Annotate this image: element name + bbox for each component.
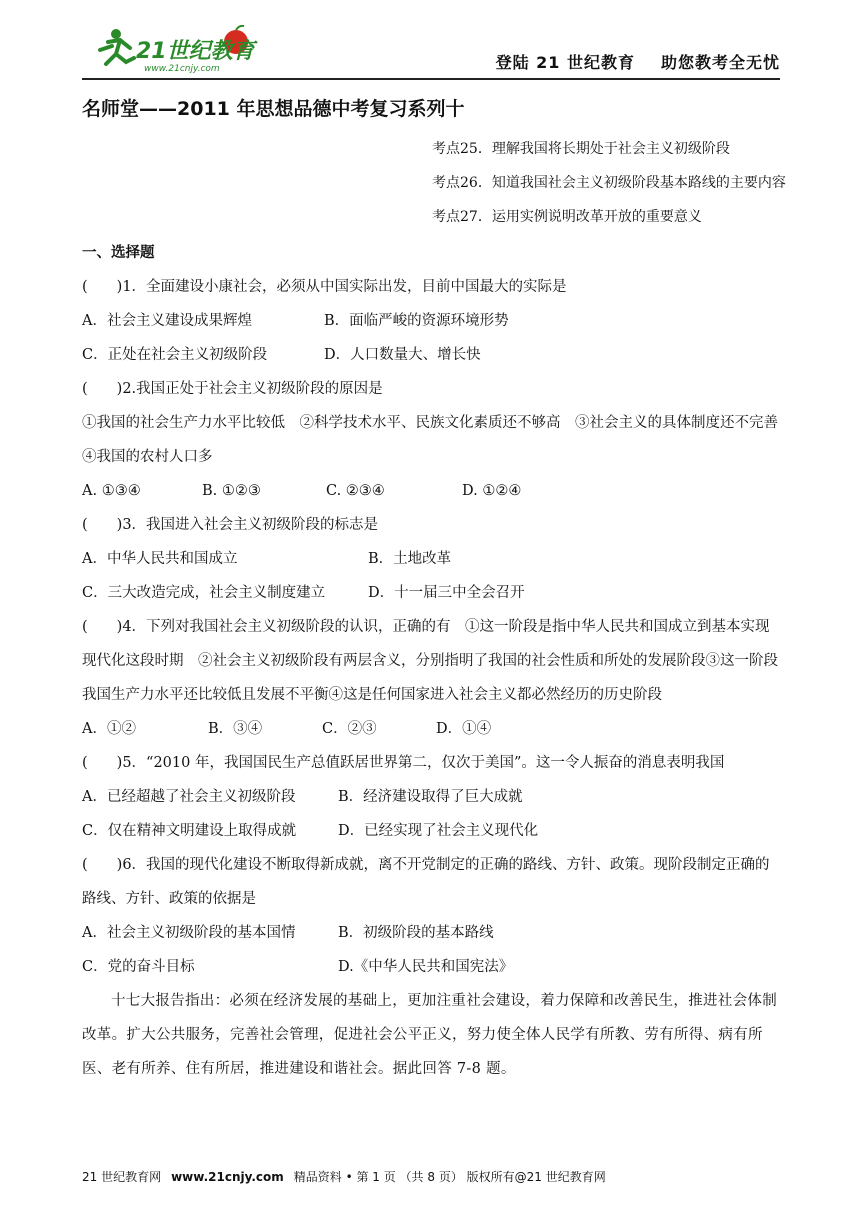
question-1-options-row1 <box>82 304 780 338</box>
logo-text: 21世纪教育 <box>136 39 255 64</box>
question-6-options-row2 <box>82 950 780 984</box>
option-b: B．面临严峻的资源环境形势 <box>324 313 509 329</box>
page-title: 名师堂——2011 年思想品德中考复习系列十 <box>82 98 465 120</box>
option-d: D．已经实现了社会主义现代化 <box>338 823 539 839</box>
option-a: A．①② <box>82 721 136 737</box>
option-b: B．③④ <box>208 721 263 737</box>
question-5-options-row1 <box>82 780 780 814</box>
option-a: A．社会主义初级阶段的基本国情 <box>82 925 296 941</box>
option-d: D．①④ <box>436 721 492 737</box>
option-d: D. ①②④ <box>462 483 522 499</box>
option-d: D.《中华人民共和国宪法》 <box>338 959 514 975</box>
site-logo <box>86 24 276 76</box>
header-slogan <box>496 50 780 73</box>
question-4-options <box>82 712 780 746</box>
question-5-options-row2 <box>82 814 780 848</box>
exam-point: 考点27．运用实例说明改革开放的重要意义 <box>432 209 702 225</box>
section-heading: 一、选择题 <box>82 245 155 261</box>
question-1-stem: ( )1．全面建设小康社会，必须从中国实际出发，目前中国最大的实际是 <box>82 279 567 295</box>
option-b: B．经济建设取得了巨大成就 <box>338 789 523 805</box>
option-c: C．仅在精神文明建设上取得成就 <box>82 823 297 839</box>
exam-point: 考点25．理解我国将长期处于社会主义初级阶段 <box>432 141 730 157</box>
exam-points <box>432 132 786 234</box>
footer-url: www.21cnjy.com <box>171 1170 284 1184</box>
option-a: A．已经超越了社会主义初级阶段 <box>82 789 296 805</box>
question-3-options-row1 <box>82 542 780 576</box>
question-3-stem: ( )3．我国进入社会主义初级阶段的标志是 <box>82 517 379 533</box>
option-a: A．社会主义建设成果辉煌 <box>82 313 252 329</box>
option-b: B. ①②③ <box>202 483 261 499</box>
question-1-options-row2 <box>82 338 780 372</box>
slogan-left: 登陆 21 世纪教育 <box>495 53 635 72</box>
exam-point: 考点26．知道我国社会主义初级阶段基本路线的主要内容 <box>432 175 786 191</box>
question-2-options <box>82 474 780 508</box>
option-c: C．②③ <box>322 721 377 737</box>
option-d: D．人口数量大、增长快 <box>324 347 481 363</box>
question-3-options-row2 <box>82 576 780 610</box>
slogan-right: 助您教考全无忧 <box>660 53 780 72</box>
question-6-stem: ( )6．我国的现代化建设不断取得新成就，离不开党制定的正确的路线、方针、政策。现阶段制定正确的路线、方针、政策的依据是 <box>82 857 770 907</box>
footer-site-name: 21 世纪教育网 <box>82 1170 162 1184</box>
option-a: A．中华人民共和国成立 <box>82 551 238 567</box>
option-a: A. ①③④ <box>82 483 141 499</box>
option-d: D．十一届三中全会召开 <box>368 585 525 601</box>
page-header <box>82 20 780 80</box>
document-body <box>82 236 793 1086</box>
option-c: C．党的奋斗目标 <box>82 959 195 975</box>
page-footer <box>82 1168 606 1185</box>
question-5-stem: ( )5．“2010 年，我国国民生产总值跃居世界第二，仅次于美国”。这一令人振奋的消息表明我国 <box>82 755 725 771</box>
option-b: B．土地改革 <box>368 551 452 567</box>
option-b: B．初级阶段的基本路线 <box>338 925 494 941</box>
question-2-statements: ①我国的社会生产力水平比较低 ②科学技术水平、民族文化素质还不够高 ③社会主义的具体制度还不完善 ④我国的农村人口多 <box>82 415 778 465</box>
option-c: C．三大改造完成，社会主义制度建立 <box>82 585 326 601</box>
question-4-stem: ( )4．下列对我国社会主义初级阶段的认识，正确的有 ①这一阶段是指中华人民共和国成立到基本实现现代化这段时期 ②社会主义初级阶段有两层含义，分别指明了我国的社会性质和所处的发展阶段③这一阶段 我国生产力水平还比较低且发展不平衡④这是任何国家进入社会主义都必然经历的历史阶段 <box>82 619 793 703</box>
option-c: C. ②③④ <box>326 483 385 499</box>
footer-page-info: 精品资料 • 第 1 页 （共 8 页） 版权所有@21 世纪教育网 <box>293 1170 606 1184</box>
logo-url: www.21cnjy.com <box>144 64 220 74</box>
reading-passage: 十七大报告指出：必须在经济发展的基础上，更加注重社会建设，着力保障和改善民生，推进社会体制改革。扩大公共服务，完善社会管理，促进社会公平正义，努力使全体人民学有所教、劳有所得、病有所医、老有所养、住有所居，推进建设和谐社会。据此回答 7-8 题。 <box>82 993 777 1077</box>
question-2-stem: ( )2.我国正处于社会主义初级阶段的原因是 <box>82 381 383 397</box>
option-c: C．正处在社会主义初级阶段 <box>82 347 268 363</box>
question-6-options-row1 <box>82 916 780 950</box>
